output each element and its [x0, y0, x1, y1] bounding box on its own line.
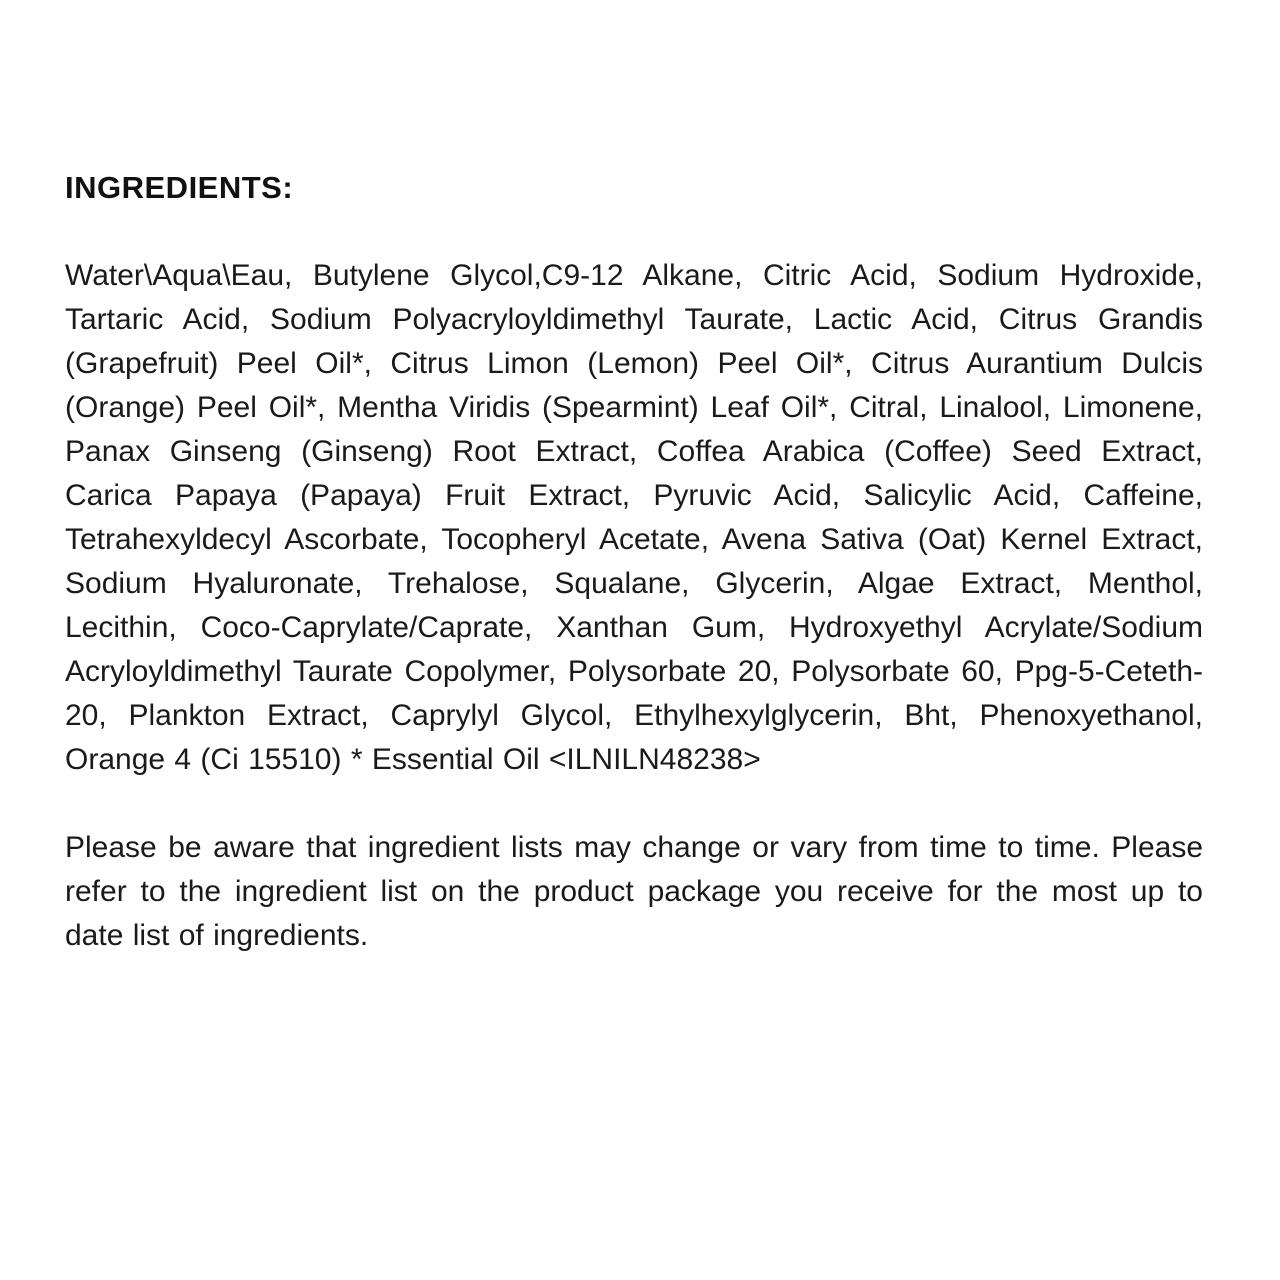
ingredients-list-paragraph: Water\Aqua\Eau, Butylene Glycol,C9-12 Alkane, Citric Acid, Sodium Hydroxide, Tartaric Acid, Sodium Polyacryloyldimethyl Taurate, Lactic Acid, Citrus Grandis (Grapefruit) Peel Oil*, Citrus Limon (Lemon) Peel Oil*, Citrus Aurantium Dulcis (Orange) Peel Oil*, Mentha Viridis (Spearmint) Leaf Oil*, Citral, Linalool, Limonene, Panax Ginseng (Ginseng) Root Extract, Coffea Arabica (Coffee) Seed Extract, Carica Papaya (Papaya) Fruit Extract, Pyruvic Acid, Salicylic Acid, Caffeine, Tetrahexyldecyl Ascorbate, Tocopheryl Acetate, Avena Sativa (Oat) Kernel Extract, Sodium Hyaluronate, Trehalose, Squalane, Glycerin, Algae Extract, Menthol, Lecithin, Coco-Caprylate/Caprate, Xanthan Gum, Hydroxyethyl Acrylate/Sodium Acryloyldimethyl Taurate Copolymer, Polysorbate 20, Polysorbate 60, Ppg-5-Ceteth-20, Plankton Extract, Caprylyl Glycol, Ethylhexylglycerin, Bht, Phenoxyethanol, Orange 4 (Ci 15510) * Essential Oil <ILNILN48238> [65, 259, 1203, 776]
ingredients-page [65, 170, 1203, 958]
disclaimer-paragraph: Please be aware that ingredient lists may change or vary from time to time. Please refer to the ingredient list on the product package you receive for the most up to date list of ingredients. [65, 831, 1203, 952]
ingredients-heading: INGREDIENTS: [65, 170, 294, 205]
